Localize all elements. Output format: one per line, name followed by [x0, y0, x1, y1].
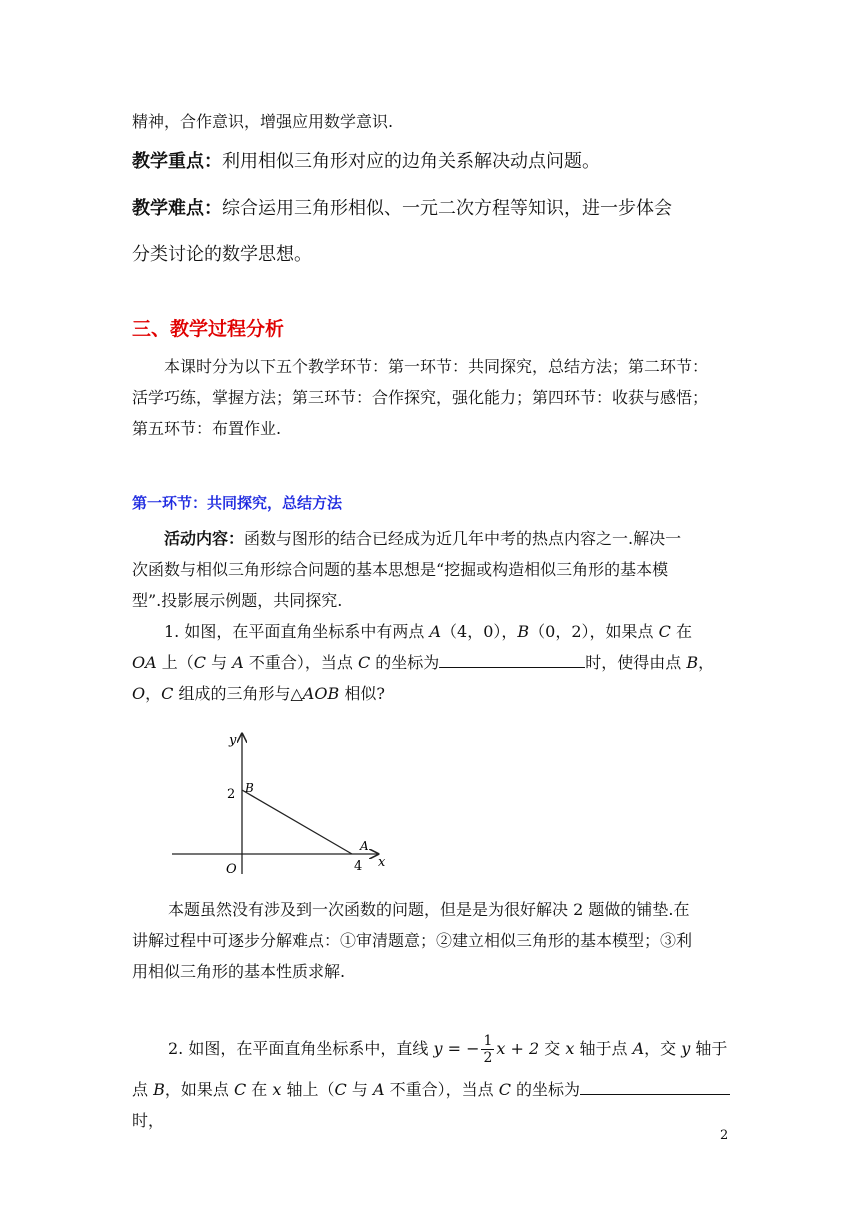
p2-var: A: [632, 1039, 645, 1058]
p2-text: ，交: [644, 1039, 682, 1058]
x-tick-label: 4: [354, 859, 363, 874]
difficulty: [132, 190, 732, 274]
p1-var: A: [232, 653, 244, 672]
p1-text: ，: [698, 653, 715, 672]
x-axis-label: x: [378, 855, 386, 870]
activity-label: 活动内容：: [164, 529, 245, 548]
frac-numerator: 1: [483, 1033, 493, 1049]
p1-text: （4，0），: [441, 622, 518, 641]
section-line-1: 本课时分为以下五个教学环节：第一环节：共同探究，总结方法；第二环节：: [164, 357, 709, 376]
note-line-1: 本题虽然没有涉及到一次函数的问题，但是是为很好解决 2 题做的铺垫.在: [168, 900, 690, 919]
p1-text: （0，2），如果点: [529, 622, 659, 641]
fraction: [481, 1033, 494, 1066]
problem-2: [132, 1026, 732, 1136]
equation: y = −: [433, 1039, 480, 1058]
p2-var: x: [272, 1080, 282, 1099]
p1-text: 时，使得由点: [585, 653, 687, 672]
note-paragraph: [132, 894, 732, 987]
p1-var: AOB: [302, 684, 340, 703]
stage-title: 第一环节：共同探究，总结方法: [132, 494, 343, 512]
activity-line-2: 次函数与相似三角形综合问题的基本思想是“挖掘或构造相似三角形的基本模: [132, 560, 669, 579]
coordinate-figure: [168, 728, 398, 878]
p1-var: C: [658, 622, 671, 641]
p2-text: 轴上（: [281, 1080, 335, 1099]
p1-var: C: [193, 653, 207, 672]
p1-var: C: [161, 684, 174, 703]
p2-text: 的坐标为: [510, 1080, 581, 1099]
section-title: 三、教学过程分析: [132, 318, 285, 340]
p1-text: 不重合），当点: [243, 653, 358, 672]
problem-1: [132, 616, 732, 709]
p1-text: 上（: [156, 653, 194, 672]
point-b-label: B: [245, 781, 254, 795]
p1-var: B: [517, 622, 530, 641]
p2-var: C: [334, 1080, 347, 1099]
difficulty-label: 教学难点：: [132, 198, 222, 219]
p1-text: 的坐标为: [370, 653, 440, 672]
p1-text: 在: [670, 622, 692, 641]
page-number: 2: [720, 1128, 729, 1143]
p1-var: O: [132, 684, 146, 703]
y-tick-label: 2: [227, 787, 236, 802]
p2-text: 2. 如图，在平面直角坐标系中，直线: [168, 1039, 434, 1058]
p2-text: 点: [132, 1080, 154, 1099]
difficulty-text-2: 分类讨论的数学思想。: [132, 244, 312, 265]
y-axis-label: y: [229, 733, 237, 748]
section-line-3: 第五环节：布置作业.: [132, 419, 282, 438]
p2-text: 轴于点: [574, 1039, 633, 1058]
p2-var: x: [565, 1039, 575, 1058]
equation: x + 2: [496, 1039, 540, 1058]
difficulty-text-1: 综合运用三角形相似、一元二次方程等知识，进一步体会: [222, 198, 672, 219]
p1-text: 组成的三角形与△: [173, 684, 303, 703]
key-point-text: 利用相似三角形对应的边角关系解决动点问题。: [222, 151, 600, 172]
p2-text: 时，: [132, 1111, 165, 1130]
p2-text: 交: [539, 1039, 566, 1058]
origin-label: O: [226, 862, 237, 877]
p1-var: A: [429, 622, 442, 641]
key-point: [132, 143, 732, 181]
p2-var: C: [498, 1080, 511, 1099]
p2-text: 轴于: [690, 1039, 728, 1058]
intro-line: [132, 106, 732, 137]
p1-text: ，: [145, 684, 162, 703]
segment-ab: [242, 790, 352, 854]
p2-text: ，如果点: [164, 1080, 234, 1099]
p2-var: A: [372, 1080, 385, 1099]
activity-line-1: 函数与图形的结合已经成为近几年中考的热点内容之一.解决一: [244, 529, 682, 548]
p1-var: B: [686, 653, 699, 672]
section-line-2: 活学巧练，掌握方法；第三环节：合作探究，强化能力；第四环节：收获与感悟；: [132, 388, 709, 407]
p1-var: OA: [132, 653, 157, 672]
p2-var: B: [153, 1080, 165, 1099]
p1-var: C: [357, 653, 371, 672]
answer-blank[interactable]: [580, 1078, 730, 1095]
p2-text: 不重合），当点: [384, 1080, 499, 1099]
note-line-3: 用相似三角形的基本性质求解.: [132, 962, 346, 981]
key-point-label: 教学重点：: [132, 151, 222, 172]
p2-var: y: [681, 1039, 691, 1058]
activity-line-3: 型”.投影展示例题，共同探究.: [132, 591, 343, 610]
frac-denominator: 2: [483, 1050, 493, 1066]
p2-text: 在: [246, 1080, 273, 1099]
section-paragraph: [132, 351, 732, 444]
p1-text: 相似?: [339, 684, 385, 703]
p1-text: 1. 如图，在平面直角坐标系中有两点: [164, 622, 430, 641]
p2-text: 与: [346, 1080, 373, 1099]
answer-blank[interactable]: [439, 651, 585, 668]
intro-text: 精神，合作意识，增强应用数学意识.: [132, 112, 394, 131]
activity-paragraph: [132, 523, 732, 616]
note-line-2: 讲解过程中可逐步分解难点：①审清题意；②建立相似三角形的基本模型；③利: [132, 931, 693, 950]
p1-text: 与: [206, 653, 233, 672]
p2-var: C: [233, 1080, 247, 1099]
point-a-label: A: [360, 839, 369, 853]
